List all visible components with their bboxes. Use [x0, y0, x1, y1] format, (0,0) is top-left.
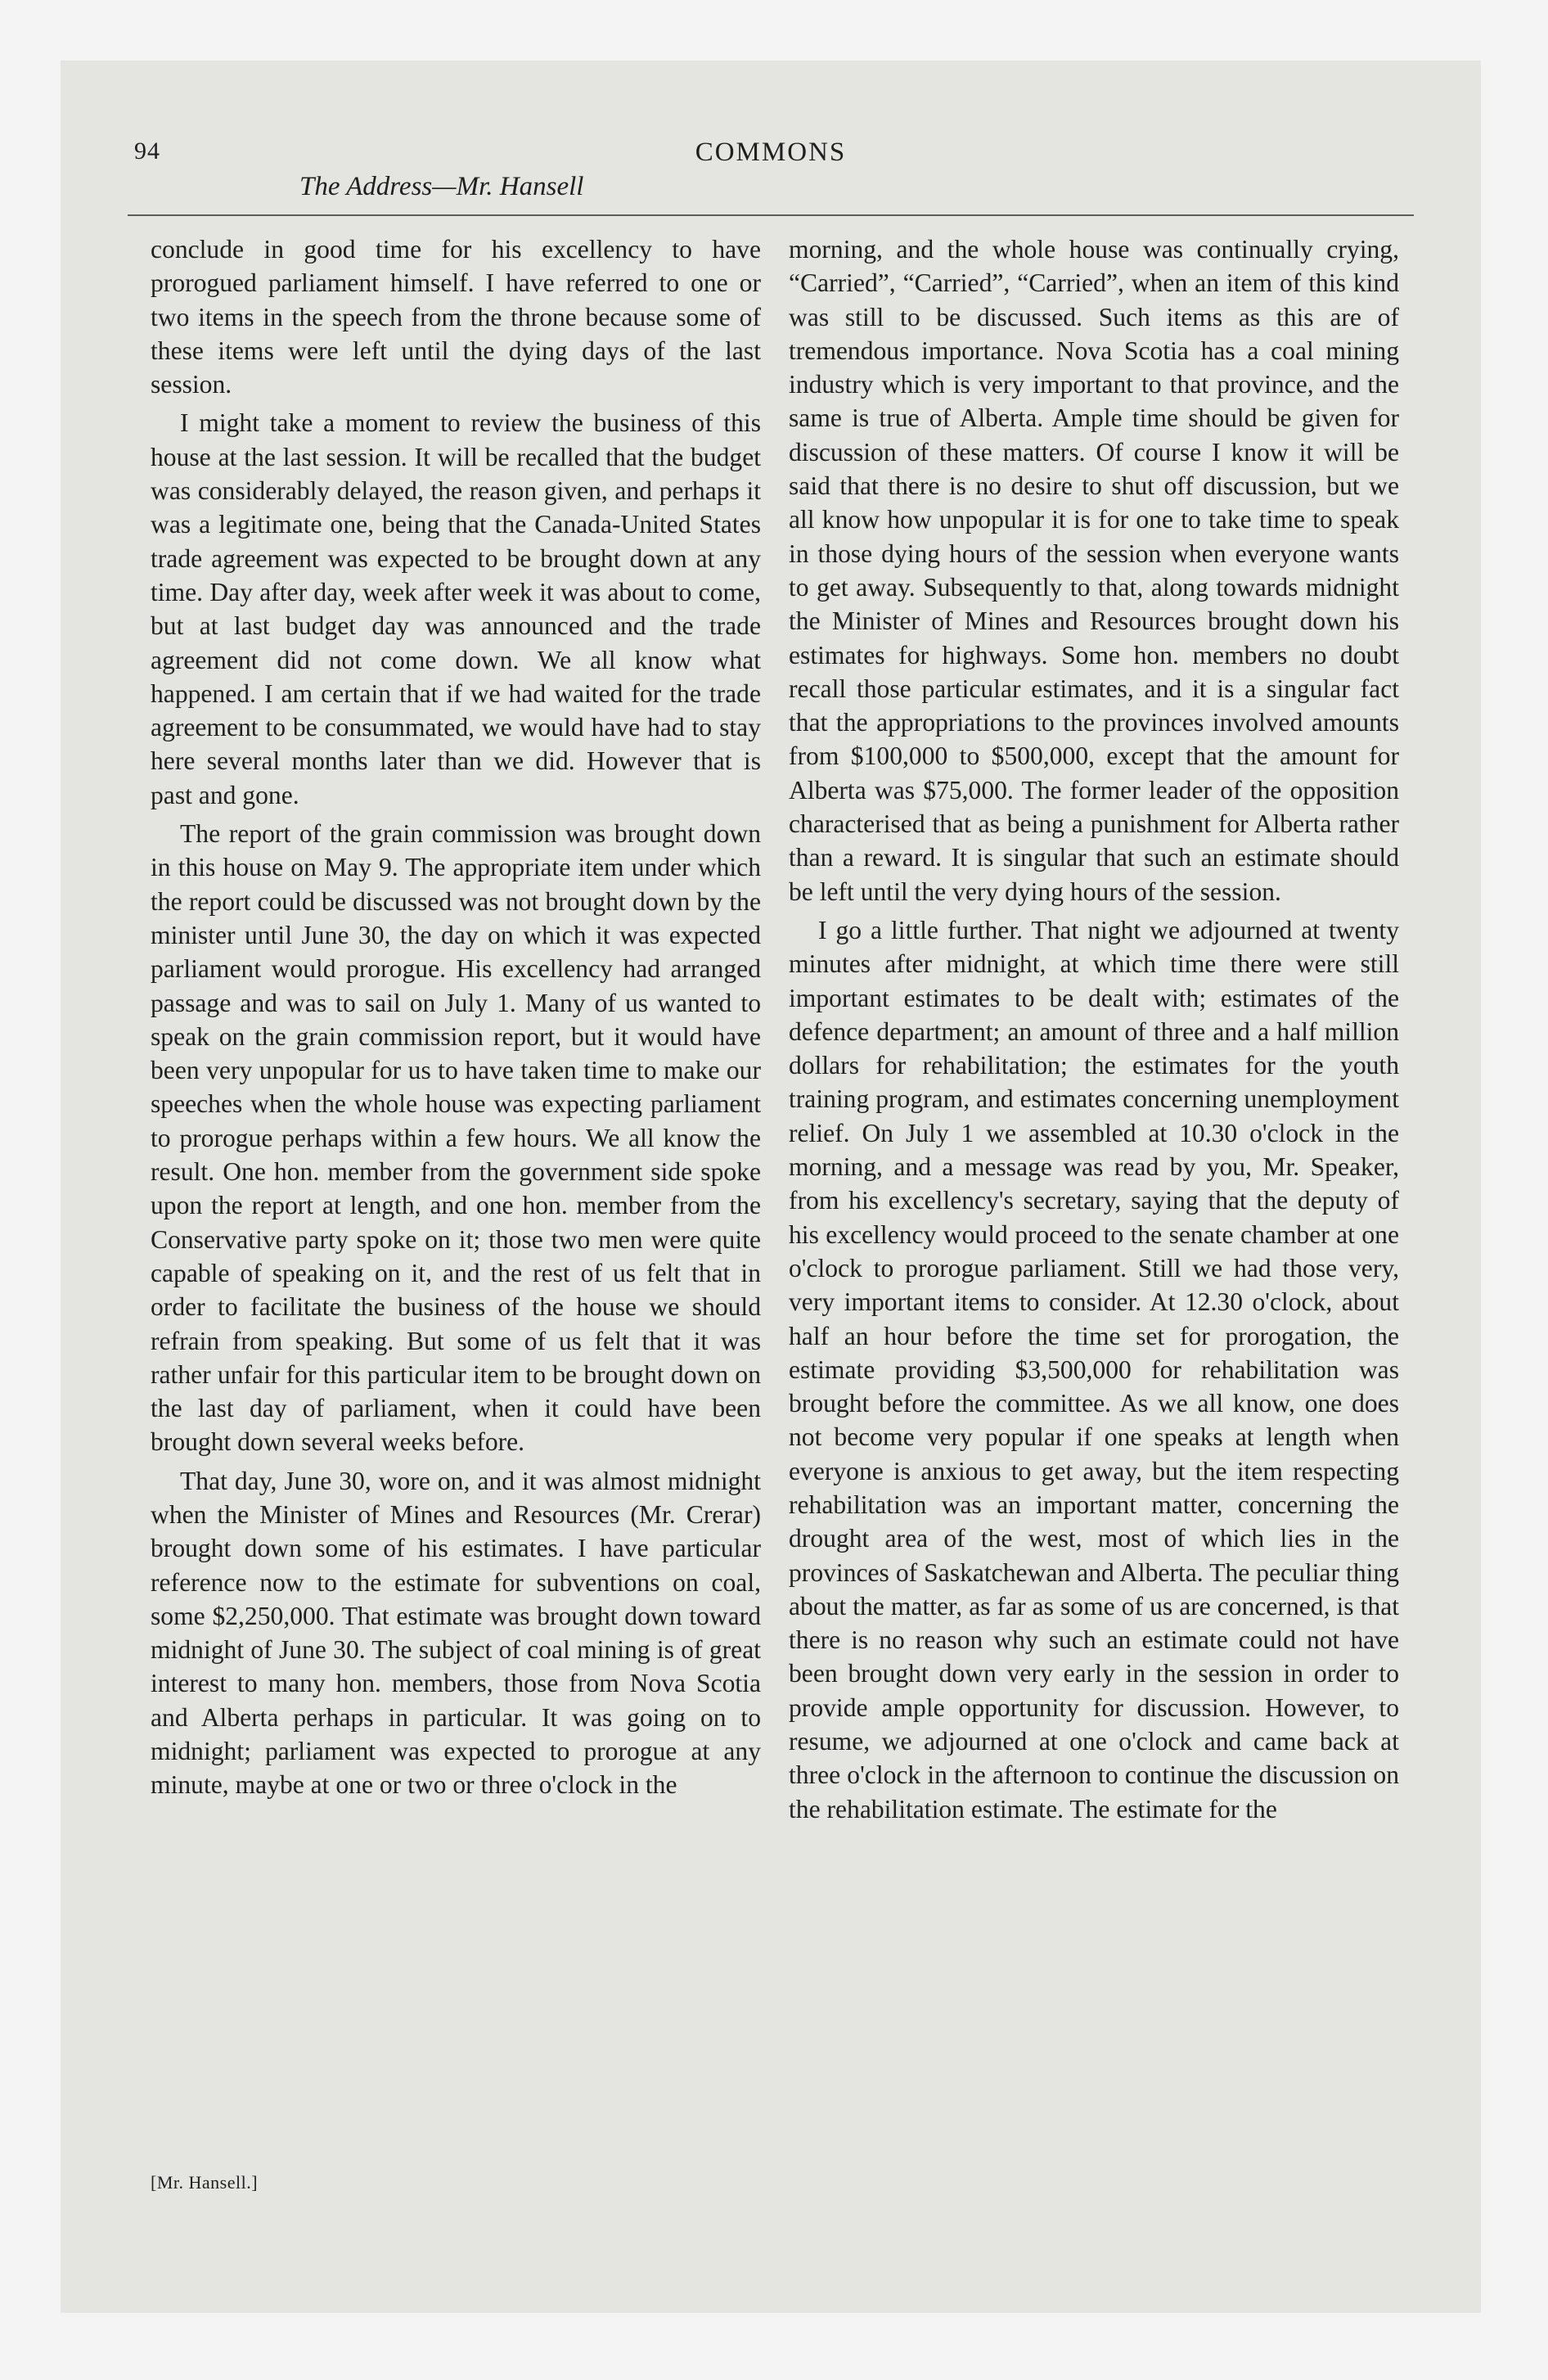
- page-header: [128, 136, 1414, 218]
- paragraph: conclude in good time for his excellency to have prorogued parliament himself. I have referred to one or two items in the speech from the throne because some of these items were left until the dying days of the last session.: [151, 235, 761, 399]
- paragraph: That day, June 30, wore on, and it was almost midnight when the Minister of Mines and Resources (Mr. Crerar) brought down some of his estimates. I have particular reference now to the estimate for subventions on coal, some $2,250,000. That estimate was brought down toward midnight of June 30. The subject of coal mining is of great interest to many hon. members, those from Nova Scotia and Alberta perhaps in particular. It was going on to midnight; parliament was expected to prorogue at any minute, maybe at one or two or three o'clock in the: [151, 1466, 761, 1800]
- right-column: [789, 232, 1399, 1831]
- paragraph: The report of the grain commission was brought down in this house on May 9. The appropriate item under which the report could be discussed was not brought down by the minister until June 30, the day on which it was expected parliament would prorogue. His excellency had arranged passage and was to sail on July 1. Many of us wanted to speak on the grain commission report, but it would have been very unpopular for us to have taken time to make our speeches when the whole house was expecting parliament to prorogue perhaps within a few hours. We all know the result. One hon. member from the government side spoke upon the report at length, and one hon. member from the Conservative party spoke on it; those two men were quite capable of speaking on it, and the rest of us felt that in order to facilitate the business of the house we should refrain from speaking. But some of us felt that it was rather unfair for this particular item to be brought down on the last day of parliament, when it could have been brought down several weeks before.: [151, 819, 761, 1457]
- document-page: [61, 61, 1481, 2313]
- page-number: 94: [134, 137, 160, 165]
- section-subject: The Address—Mr. Hansell: [299, 172, 584, 201]
- running-title: COMMONS: [695, 137, 847, 167]
- left-column: [151, 232, 761, 1807]
- paragraph: morning, and the whole house was continually crying, “Carried”, “Carried”, “Carried”, when an item of this kind was still to be discussed. Such items as this are of tremendous importance. Nova Scotia has a coal mining industry which is very important to that province, and the same is true of Alberta. Ample time should be given for discussion of these matters. Of course I know it will be said that there is no desire to shut off discussion, but we all know how unpopular it is for one to take time to speak in those dying hours of the session when everyone wants to get away. Subsequently to that, along towards midnight the Minister of Mines and Resources brought down his estimates for highways. Some hon. members no doubt recall those particular estimates, and it is a singular fact that the appropriations to the provinces involved amounts from $100,000 to $500,000, except that the amount for Alberta was $75,000. The former leader of the opposition characterised that as being a punishment for Alberta rather than a reward. It is singular that such an estimate should be left until the very dying hours of the session.: [789, 235, 1399, 906]
- paragraph: I might take a moment to review the business of this house at the last session. It will be recalled that the budget was considerably delayed, the reason given, and perhaps it was a legitimate one, being that the Canada-United States trade agreement was expected to be brought down at any time. Day after day, week after week it was about to come, but at last budget day was announced and the trade agreement did not come down. We all know what happened. I am certain that if we had waited for the trade agreement to be consummated, we would have had to stay here several months later than we did. However that is past and gone.: [151, 408, 761, 809]
- speaker-footnote: [Mr. Hansell.]: [151, 2172, 259, 2193]
- paragraph: I go a little further. That night we adjourned at twenty minutes after midnight, at which time there were still important estimates to be dealt with; estimates of the defence department; an amount of three and a half million dollars for rehabilitation; the estimates for the youth training program, and estimates concerning unemployment relief. On July 1 we assembled at 10.30 o'clock in the morning, and a message was read by you, Mr. Speaker, from his excellency's secretary, saying that the deputy of his excellency would proceed to the senate chamber at one o'clock to prorogue parliament. Still we had those very, very important items to consider. At 12.30 o'clock, about half an hour before the time set for prorogation, the estimate providing $3,500,000 for rehabilitation was brought before the committee. As we all know, one does not become very popular if one speaks at length when everyone is anxious to get away, but the item respecting rehabilitation was an important matter, concerning the drought area of the west, most of which lies in the provinces of Saskatchewan and Alberta. The peculiar thing about the matter, as far as some of us are concerned, is that there is no reason why such an estimate could not have been brought down very early in the session in order to provide ample opportunity for discussion. However, to resume, we adjourned at one o'clock and came back at three o'clock in the afternoon to continue the discussion on the rehabilitation estimate. The estimate for the: [789, 915, 1399, 1823]
- header-rule: [128, 214, 1414, 216]
